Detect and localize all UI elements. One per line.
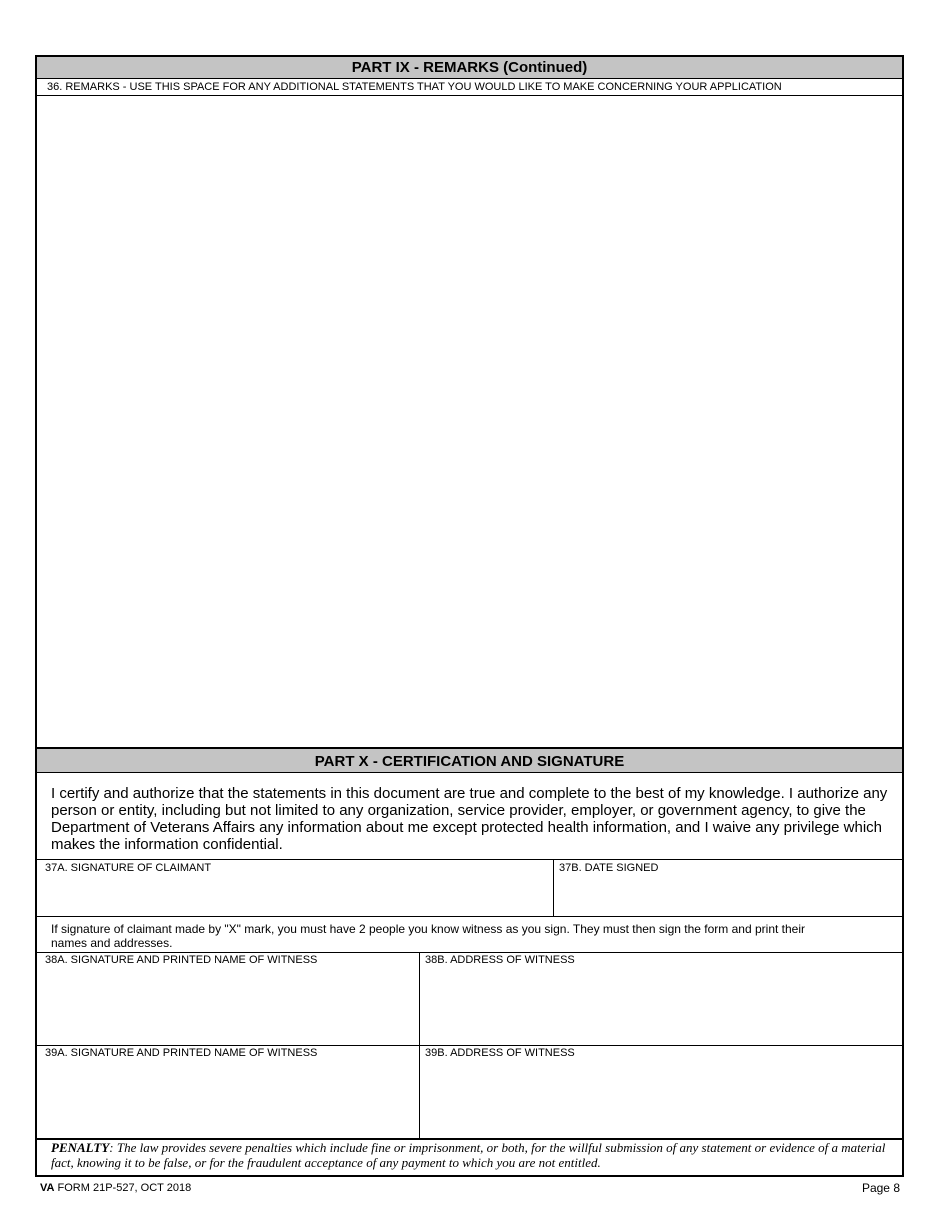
witness-1-signature-label: 38A. SIGNATURE AND PRINTED NAME OF WITNESS (45, 954, 318, 966)
divider (37, 916, 902, 917)
witness-1-address-field[interactable] (423, 969, 899, 1043)
x-mark-instructions: If signature of claimant made by "X" mark, you must have 2 people you know witness as you sign. They must then sign the form and print their names and addresses. (51, 922, 806, 950)
witness-2-address-label: 39B. ADDRESS OF WITNESS (425, 1047, 575, 1059)
witness-2-signature-label: 39A. SIGNATURE AND PRINTED NAME OF WITNESS (45, 1047, 318, 1059)
divider (37, 952, 902, 953)
date-signed-field[interactable] (557, 877, 897, 913)
certification-statement: I certify and authorize that the statements in this document are true and complete to the best of my knowledge. I authorize any person or entity, including but not limited to any organization, service provider, employer, or government agency, to give the Department of Veterans Affairs any information about me except protected health information, and I waive any privilege which makes the information confidential. (51, 785, 888, 853)
claimant-signature-field[interactable] (41, 877, 547, 913)
claimant-signature-label: 37A. SIGNATURE OF CLAIMANT (45, 862, 212, 874)
remarks-label: 36. REMARKS - USE THIS SPACE FOR ANY ADDITIONAL STATEMENTS THAT YOU WOULD LIKE TO MAKE CONCERNING YOUR APPLICATION (47, 81, 782, 93)
page-number: Page 8 (861, 1181, 900, 1195)
va-form-page (35, 55, 904, 1177)
date-signed-label: 37B. DATE SIGNED (559, 862, 659, 874)
witness-2-address-field[interactable] (423, 1062, 899, 1136)
penalty-heading: PENALTY (51, 1140, 110, 1155)
remarks-input[interactable] (37, 96, 902, 747)
divider (37, 1045, 902, 1046)
penalty-text: : The law provides severe penalties which include fine or imprisonment, or both, for the willful submission of any statement or evidence of a material fact, knowing it to be false, or for the fraudulent acceptance of any payment to which you are not entitled. (51, 1140, 886, 1170)
divider (553, 859, 554, 916)
witness-2-signature-field[interactable] (41, 1062, 415, 1136)
divider (37, 859, 902, 860)
part-x-header: PART X - CERTIFICATION AND SIGNATURE (37, 747, 902, 773)
witness-1-address-label: 38B. ADDRESS OF WITNESS (425, 954, 575, 966)
form-identifier (40, 1182, 191, 1194)
agency-abbrev: VA (40, 1182, 55, 1194)
penalty-statement (51, 1140, 892, 1170)
part-ix-header: PART IX - REMARKS (Continued) (37, 57, 902, 79)
witness-1-signature-field[interactable] (41, 969, 415, 1043)
form-number: FORM 21P-527, OCT 2018 (57, 1182, 192, 1194)
